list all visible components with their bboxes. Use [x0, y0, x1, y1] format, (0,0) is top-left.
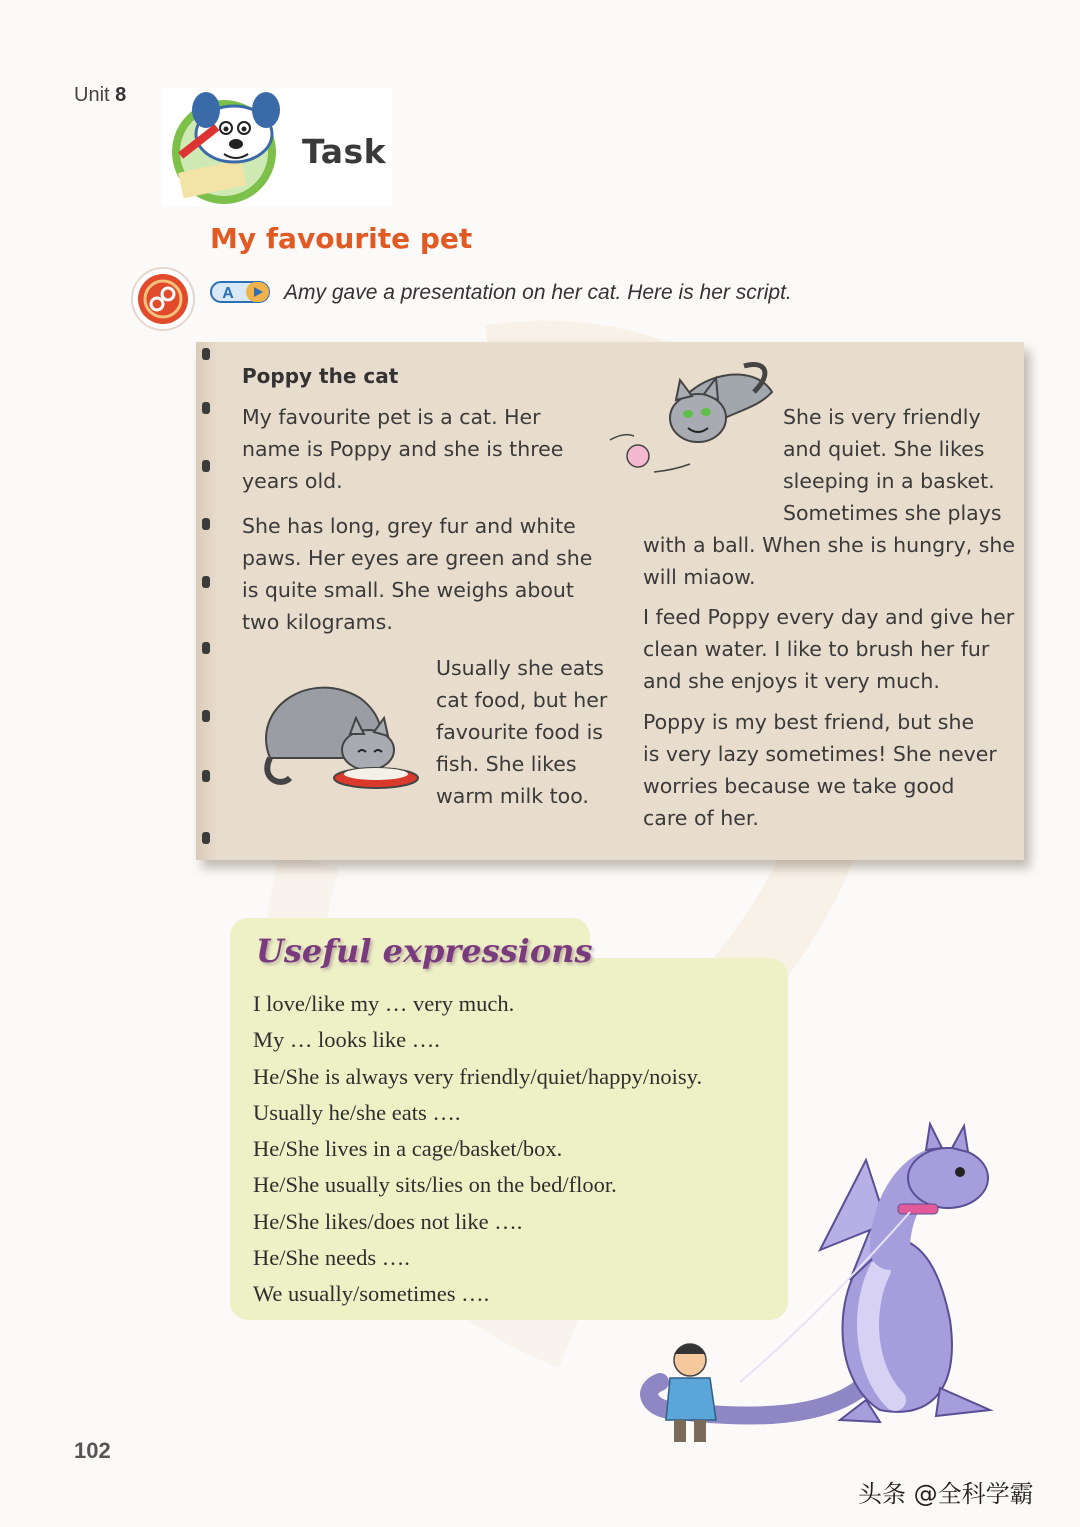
dragon-and-boy-icon	[630, 1120, 1020, 1450]
script-heading: Poppy the cat	[242, 364, 399, 388]
binder-hole	[202, 348, 210, 360]
section-label: Task	[302, 132, 387, 171]
instruction: Amy gave a presentation on her cat. Here is her script.	[284, 281, 792, 304]
paragraph-personality-top: She is very friendly and quiet. She likes sleeping in a basket. Sometimes she plays	[783, 405, 1002, 525]
expression-item: He/She lives in a cage/basket/box.	[253, 1136, 563, 1162]
paragraph-friend: Poppy is my best friend, but she is very lazy sometimes! She never worries because we take good care of her.	[643, 710, 997, 830]
part-a-letter: A	[222, 285, 234, 302]
useful-expressions-heading: Useful expressions	[256, 932, 593, 970]
expression-item: We usually/sometimes ….	[253, 1281, 490, 1307]
expression-item: He/She is always very friendly/quiet/happy/noisy.	[253, 1063, 703, 1089]
part-a-badge-icon	[210, 281, 270, 303]
expression-item: Usually he/she eats ….	[253, 1099, 461, 1125]
binder-hole	[202, 460, 210, 472]
audio-icon[interactable]	[130, 266, 196, 332]
expression-item: He/She likes/does not like ….	[253, 1208, 523, 1234]
binder-hole	[202, 576, 210, 588]
paragraph-food: Usually she eats cat food, but her favourite food is fish. She likes warm milk too.	[436, 656, 608, 808]
paragraph-appearance: She has long, grey fur and white paws. Her eyes are green and she is quite small. She weighs about two kilograms.	[242, 514, 593, 634]
expression-item: He/She usually sits/lies on the bed/floor.	[253, 1172, 617, 1198]
binder-hole	[202, 518, 210, 530]
paragraph-intro: My favourite pet is a cat. Her name is Poppy and she is three years old.	[242, 405, 564, 493]
cat-playing-ball-icon	[604, 352, 780, 482]
page-title: My favourite pet	[210, 222, 473, 255]
binder-hole	[202, 832, 210, 844]
watermark: 头条 @全科学霸	[858, 1480, 1034, 1508]
cat-drinking-milk-icon	[250, 668, 430, 798]
binder-hole	[202, 710, 210, 722]
page-number: 102	[74, 1438, 111, 1463]
paragraph-personality-bottom: with a ball. When she is hungry, she will miaow.	[643, 533, 1016, 589]
binder-hole	[202, 770, 210, 782]
expression-item: I love/like my … very much.	[253, 991, 515, 1016]
expression-item: He/She needs ….	[253, 1245, 410, 1271]
binder-hole	[202, 402, 210, 414]
binder-hole	[202, 642, 210, 654]
unit-number: 8	[115, 84, 127, 106]
unit-label: Unit 8	[74, 84, 127, 106]
expression-item: My … looks like ….	[253, 1027, 440, 1053]
paragraph-care: I feed Poppy every day and give her clean water. I like to brush her fur and she enjoys it very much.	[643, 605, 1015, 693]
dog-mascot-icon	[162, 88, 302, 206]
